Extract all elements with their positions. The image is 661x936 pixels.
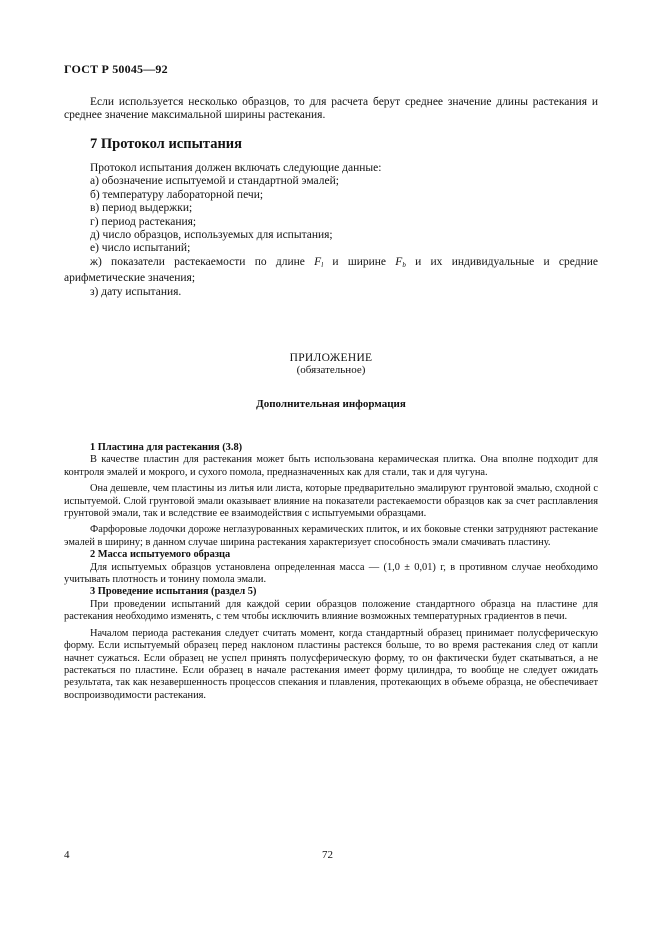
section-7 [64,136,598,299]
list-item: б) температуру лабораторной печи; [90,188,264,201]
page-number-left: 4 [64,849,70,861]
zh-text-2: и ширине [323,255,396,268]
list-item: д) число образцов, используемых для испытания; [90,229,333,242]
annex-section-1-heading: 1 Пластина для растекания (3.8) [90,442,243,453]
list-item: г) период растекания; [90,215,197,228]
annex-section-2-heading: 2 Масса испытуемого образца [90,549,231,561]
annex-body [64,442,598,702]
annex-header [64,352,598,410]
annex-title: ПРИЛОЖЕНИЕ [289,352,373,364]
annex-heading: Дополнительная информация [256,398,406,410]
document-code: ГОСТ Р 50045—92 [64,62,168,76]
annex-paragraph: Для испытуемых образцов установлена определенная масса — (1,0 ± 0,01) г, в противном случае необходимо учитывать плотность и тонину помола эмали. [64,561,598,586]
section-7-heading: 7 Протокол испытания [90,136,243,152]
annex-paragraph: Фарфоровые лодочки дороже неглазурованных керамических плиток, и их боковые стенки затрудняют растекание эмалей в ширину; в данном случае ширина растекания характеризует способность эмали смачивать пластину. [64,524,598,548]
annex-subtitle: (обязательное) [296,364,366,376]
annex-section-3-heading: 3 Проведение испытания (раздел 5) [90,586,257,598]
annex-paragraph: При проведении испытаний для каждой серии образцов положение стандартного образца на пластине для растекания необходимо изменять, с тем чтобы исключить влияние возможных температурных градиентов в печи. [64,598,598,623]
zh-text-3: и их индивидуальные и средние арифметические значения; [64,255,598,285]
intro-paragraph: Если используется несколько образцов, то для расчета берут среднее значение длины растекания и среднее значение максимальной ширины растекания. [64,96,598,122]
zh-text-1: ж) показатели растекаемости по длине [90,255,315,268]
subscript-l: l [321,260,324,269]
symbol-f-length: F [314,255,322,268]
symbol-f-width: F [395,255,403,268]
section-7-lead: Протокол испытания должен включать следующие данные: [90,162,382,174]
page-number-center: 72 [322,849,333,861]
annex-paragraph: В качестве пластин для растекания может быть использована керамическая плитка. Она вполне подходит для контроля эмалей и мокрого, и сухого помола, предназначенных как для стали, так и для чугуна. [64,454,598,478]
annex-paragraph: Началом периода растекания следует считать момент, когда стандартный образец принимает полусферическую форму. Если испытуемый образец перед наклоном пластины растекся больше, то во время растекания след от капли начнет сужаться. Если образец не успел принять полусферическую форму, то он фактически будет скатываться, а не растекаться по пластине. Если образец в начале растекания имеет форму цилиндра, то вообще не следует ожидать результата, так как незавершенность процессов спекания и плавления, протекающих в объеме образца, не обеспечивает воспроизводимости растекания. [64,627,598,701]
list-item: в) период выдержки; [90,202,193,215]
list-item-zh [64,256,598,286]
list-item: з) дату испытания. [90,285,182,298]
annex-paragraph: Она дешевле, чем пластины из литья или листа, которые предварительно эмалируют грунтовой эмалью, сходной с испытуемой. Слой грунтовой эмали оказывает влияние на показатели растекаемости образцов как за счет расплавления грунтовой эмали, так и вследствие ее взаимодействия с испытуемыми образцами. [64,483,598,520]
subscript-b: b [402,260,406,269]
list-item: е) число испытаний; [90,242,191,255]
intro-block [64,96,598,123]
list-item: а) обозначение испытуемой и стандартной эмалей; [90,175,339,188]
